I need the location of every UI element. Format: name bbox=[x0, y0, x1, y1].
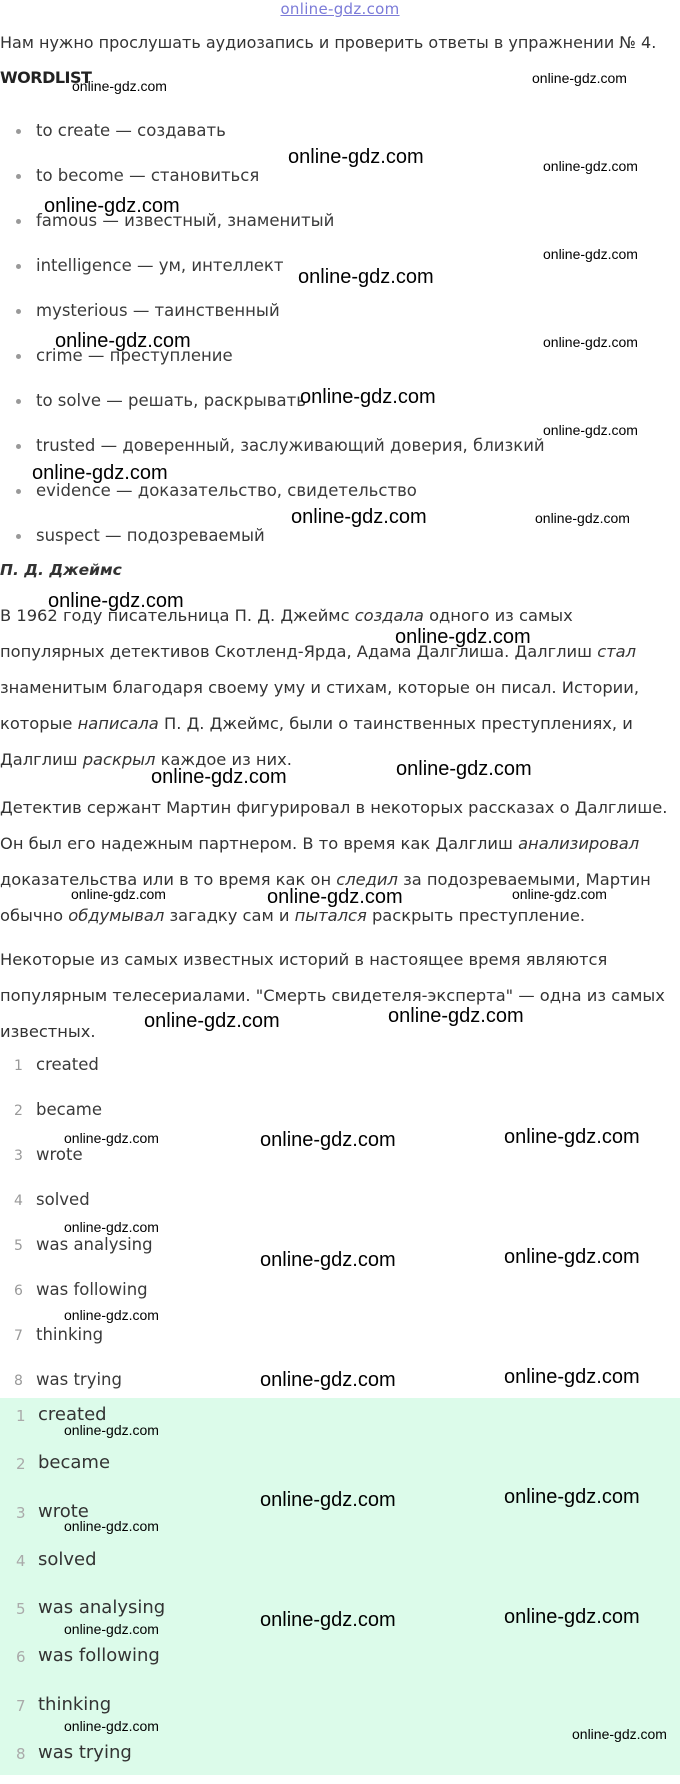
watermark: online-gdz.com bbox=[64, 1219, 159, 1235]
list-item: to solve — решать, раскрывать bbox=[0, 390, 680, 435]
list-item: crime — преступление bbox=[0, 345, 680, 390]
watermark: online-gdz.com bbox=[44, 195, 180, 217]
watermark: online-gdz.com bbox=[48, 590, 184, 612]
watermark: online-gdz.com bbox=[151, 766, 287, 788]
bullet-icon bbox=[16, 219, 21, 224]
watermark: online-gdz.com bbox=[504, 1246, 640, 1268]
watermark: online-gdz.com bbox=[535, 510, 630, 526]
watermark: online-gdz.com bbox=[260, 1369, 396, 1391]
list-item: to become — становиться bbox=[0, 165, 680, 210]
bullet-icon bbox=[16, 399, 21, 404]
watermark: online-gdz.com bbox=[543, 158, 638, 174]
answer-item: 3 wrote bbox=[14, 1145, 83, 1164]
watermark: online-gdz.com bbox=[64, 1307, 159, 1323]
list-item: suspect — подозреваемый bbox=[0, 525, 680, 570]
answer-item: 7 thinking bbox=[14, 1325, 104, 1344]
answer-item: 2 became bbox=[14, 1100, 103, 1119]
bullet-icon bbox=[16, 129, 21, 134]
watermark: online-gdz.com bbox=[64, 1621, 159, 1637]
watermark: online-gdz.com bbox=[55, 330, 191, 352]
list-item: to create — создавать bbox=[0, 120, 680, 165]
bullet-icon bbox=[16, 489, 21, 494]
watermark: online-gdz.com bbox=[504, 1126, 640, 1148]
list-item: intelligence — ум, интеллект bbox=[0, 255, 680, 300]
bullet-icon bbox=[16, 264, 21, 269]
watermark: online-gdz.com bbox=[300, 386, 436, 408]
watermark: online-gdz.com bbox=[504, 1606, 640, 1628]
watermark: online-gdz.com bbox=[504, 1486, 640, 1508]
author-heading: П. Д. Джеймс bbox=[0, 561, 122, 579]
watermark: online-gdz.com bbox=[72, 78, 167, 94]
bullet-icon bbox=[16, 444, 21, 449]
watermark: online-gdz.com bbox=[543, 422, 638, 438]
list-item: mysterious — таинственный bbox=[0, 300, 680, 345]
answer-item: 8 was trying bbox=[14, 1370, 122, 1389]
list-item: evidence — доказательство, свидетельство bbox=[0, 480, 680, 525]
watermark: online-gdz.com bbox=[71, 886, 166, 902]
list-item: trusted — доверенный, заслуживающий доверия, близкий bbox=[0, 435, 680, 480]
intro-text: Нам нужно прослушать аудиозапись и проверить ответы в упражнении № 4. bbox=[0, 33, 657, 52]
watermark: online-gdz.com bbox=[532, 70, 627, 86]
watermark: online-gdz.com bbox=[260, 1609, 396, 1631]
watermark: online-gdz.com bbox=[260, 1249, 396, 1271]
watermark: online-gdz.com bbox=[32, 462, 168, 484]
answer-item: 6 was following bbox=[16, 1645, 160, 1667]
watermark: online-gdz.com bbox=[288, 146, 424, 168]
watermark: online-gdz.com bbox=[291, 506, 427, 528]
bullet-icon bbox=[16, 174, 21, 179]
watermark: online-gdz.com bbox=[64, 1718, 159, 1734]
list-item: famous — известный, знаменитый bbox=[0, 210, 680, 255]
answer-item: 2 became bbox=[16, 1452, 111, 1474]
paragraph-2: Детектив сержант Мартин фигурировал в некоторых рассказах о Далглише. Он был его надежным партнером. В то время как Далглиш анализировал доказательства или в то время как он следил за подозреваемыми, Мартин обычно обдумывал загадку сам и пытался раскрыть преступление. bbox=[0, 798, 668, 925]
watermark: online-gdz.com bbox=[64, 1130, 159, 1146]
watermark: online-gdz.com bbox=[512, 886, 607, 902]
answer-item: 5 was analysing bbox=[16, 1597, 166, 1619]
answer-item: 4 solved bbox=[16, 1548, 97, 1570]
bullet-icon bbox=[16, 534, 21, 539]
bullet-icon bbox=[16, 309, 21, 314]
answer-item: 6 was following bbox=[14, 1280, 148, 1299]
watermark: online-gdz.com bbox=[388, 1005, 524, 1027]
bullet-icon bbox=[16, 354, 21, 359]
watermark: online-gdz.com bbox=[396, 758, 532, 780]
watermark: online-gdz.com bbox=[543, 246, 638, 262]
watermark: online-gdz.com bbox=[543, 334, 638, 350]
watermark: online-gdz.com bbox=[64, 1422, 159, 1438]
watermark: online-gdz.com bbox=[572, 1726, 667, 1742]
watermark: online-gdz.com bbox=[504, 1366, 640, 1388]
wordlist-heading: WORDLIST bbox=[0, 68, 92, 87]
answer-item: 5 was analysing bbox=[14, 1235, 153, 1254]
watermark: online-gdz.com bbox=[260, 1489, 396, 1511]
answer-item: 7 thinking bbox=[16, 1693, 112, 1715]
paragraph-3: Некоторые из самых известных историй в настоящее время являются популярным телесериалами. "Смерть свидетеля-эксперта" — одна из самых известных. bbox=[0, 950, 665, 1041]
answer-item: 3 wrote bbox=[16, 1500, 89, 1522]
watermark: online-gdz.com bbox=[64, 1518, 159, 1534]
answer-item: 1 created bbox=[16, 1404, 107, 1425]
answer-item: 1 created bbox=[14, 1055, 99, 1074]
site-logo: online-gdz.com bbox=[280, 0, 400, 18]
watermark: online-gdz.com bbox=[267, 886, 403, 908]
watermark: online-gdz.com bbox=[260, 1129, 396, 1151]
watermark: online-gdz.com bbox=[298, 266, 434, 288]
watermark: online-gdz.com bbox=[395, 626, 531, 648]
answer-item: 4 solved bbox=[14, 1190, 90, 1209]
paragraph-1: В 1962 году писательница П. Д. Джеймс создала одного из самых популярных детективов Скотленд-Ярда, Адама Далглиша. Далглиш стал знаменитым благодаря своему уму и стихам, которые он писал. Истории, которые написала П. Д. Джеймс, были о таинственных преступлениях, и Далглиш раскрыл каждое из них. bbox=[0, 606, 640, 769]
watermark: online-gdz.com bbox=[144, 1010, 280, 1032]
answer-item: 8 was trying bbox=[16, 1742, 132, 1764]
